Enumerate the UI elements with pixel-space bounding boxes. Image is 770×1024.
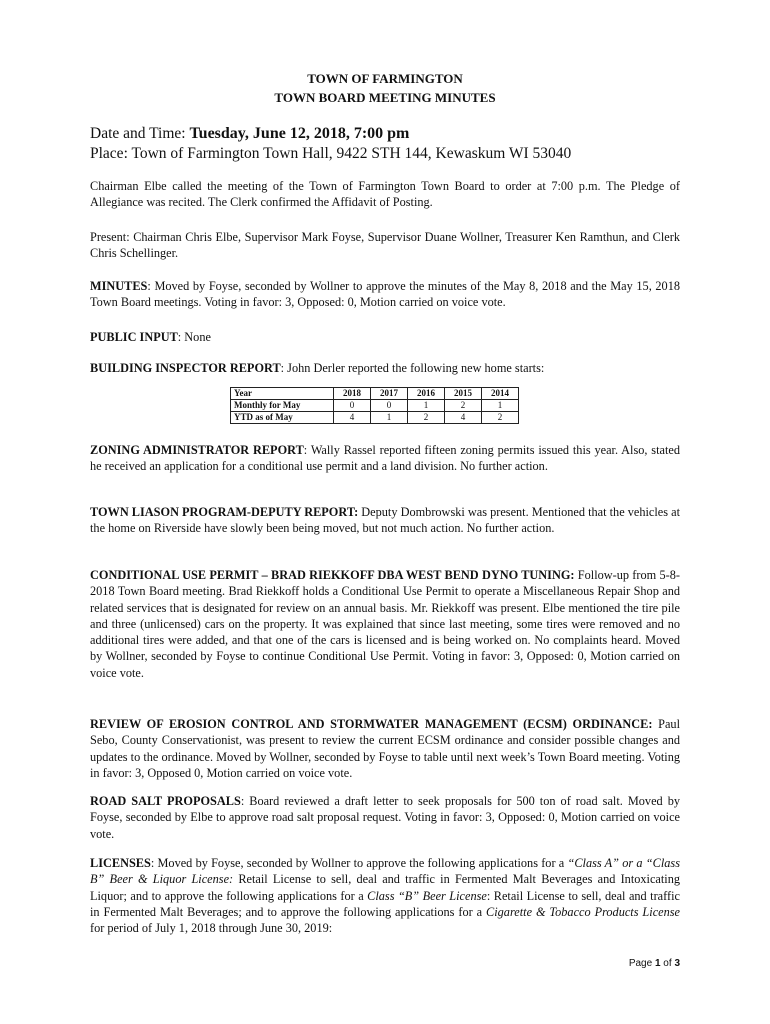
table-cell: 4 <box>334 412 371 424</box>
present-paragraph: Present: Chairman Chris Elbe, Supervisor Mark Foyse, Supervisor Duane Wollner, Treasurer Ken Ramthun, and Clerk Chris Schellinger. <box>90 230 680 261</box>
table-cell: 2 <box>482 412 519 424</box>
conditional-use-paragraph <box>90 567 680 681</box>
table-row <box>231 400 519 412</box>
page-number <box>629 958 680 969</box>
table-cell: 1 <box>408 400 445 412</box>
table-cell: 4 <box>445 412 482 424</box>
zoning-paragraph <box>90 442 680 475</box>
licenses-paragraph <box>90 855 680 936</box>
license-type-class-b-beer: Class “B” Beer License <box>367 888 487 903</box>
table-header-cell: 2017 <box>371 388 408 400</box>
page-prefix: Page <box>628 958 655 969</box>
road-salt-text: : Board reviewed a draft letter to seek proposals for 500 ton of road salt. Moved by Foyse, seconded by Elbe to approve road salt proposal request. Voting in favor: 3, Opposed: 0, Motion carried on voice vote. <box>90 794 680 841</box>
header-town: TOWN OF FARMINGTON <box>307 71 463 86</box>
table-cell: 2 <box>408 412 445 424</box>
table-row <box>231 412 519 424</box>
zoning-text: : Wally Rassel reported fifteen zoning permits issued this year. Also, stated he received an application for a conditional use permit and a land division. No further action. <box>90 443 680 474</box>
table-header-row <box>231 388 519 400</box>
licenses-text: for period of July 1, 2018 through June 30, 2019: <box>90 921 333 936</box>
minutes-heading: MINUTES <box>90 279 148 293</box>
license-type-cigarette: Cigarette & Tobacco Products License <box>486 904 680 919</box>
document-header <box>90 69 680 107</box>
table-cell: 1 <box>371 412 408 424</box>
licenses-text: : Moved by Foyse, seconded by Wollner to approve the following applications for a <box>150 856 568 870</box>
date-time-line <box>90 124 680 144</box>
minutes-text: : Moved by Foyse, seconded by Wollner to approve the minutes of the May 8, 2018 and the May 15, 2018 Town Board meetings. Voting in favor: 3, Opposed: 0, Motion carried on voice vote. <box>90 279 680 310</box>
place-line: Place: Town of Farmington Town Hall, 9422 STH 144, Kewaskum WI 53040 <box>90 145 572 162</box>
table-cell: 1 <box>482 400 519 412</box>
public-input-heading: PUBLIC INPUT <box>90 330 178 344</box>
building-inspector-paragraph <box>90 360 680 376</box>
table-header-cell: 2014 <box>482 388 519 400</box>
ecsm-text: Paul Sebo, County Conservationist, was present to review the current ECSM ordinance and consider possible changes and updates to the ordinance. Moved by Wollner, seconded by Foyse to table until next week’s Town Board meeting. Voting in favor: 3, Opposed 0, Motion carried on voice vote. <box>90 717 680 780</box>
date-value: Tuesday, June 12, 2018, 7:00 pm <box>189 125 410 142</box>
conditional-use-text: Follow-up from 5-8-2018 Town Board meeting. Brad Riekkoff holds a Conditional Use Permit to operate a Miscellaneous Repair Shop and related services that is designated for review on an annual basis. Mr. Riekkoff was present. Elbe mentioned the tire pile and three (unlicensed) cars on the property. It was explained that since last meeting, some tires were removed and no additional tires were added, and that one of the cars is licensed and is being worked on. No complaints heard. Moved by Wollner, seconded by Foyse to continue Conditional Use Permit. Voting in favor: 3, Opposed: 0, Motion carried on voice vote. <box>90 568 680 680</box>
road-salt-paragraph <box>90 793 680 842</box>
licenses-text: Retail License to sell, deal and traffic in Fermented Malt Beverages and Intoxicating Liquor; and to approve the following applications for a <box>90 872 680 903</box>
table-cell: 0 <box>334 400 371 412</box>
meeting-info <box>90 124 680 164</box>
table-header-cell: 2018 <box>334 388 371 400</box>
liason-text: Deputy Dombrowski was present. Mentioned that the vehicles at the home on Riverside have slowly been being moved, but not much action. No further action. <box>90 505 680 536</box>
call-to-order-paragraph: Chairman Elbe called the meeting of the Town of Farmington Town Board to order at 7:00 p.m. The Pledge of Allegiance was recited. The Clerk confirmed the Affidavit of Posting. <box>90 179 680 210</box>
table-header-cell: 2016 <box>408 388 445 400</box>
table-cell: YTD as of May <box>231 412 334 424</box>
header-title: TOWN BOARD MEETING MINUTES <box>274 90 496 105</box>
licenses-heading: LICENSES <box>90 856 151 870</box>
table-cell: 0 <box>371 400 408 412</box>
table-cell: Monthly for May <box>231 400 334 412</box>
zoning-heading: ZONING ADMINISTRATOR REPORT <box>90 443 304 457</box>
date-label: Date and Time: <box>90 125 186 142</box>
page-total: 3 <box>674 958 680 969</box>
ecsm-paragraph <box>90 716 680 781</box>
building-inspector-text: : John Derler reported the following new home starts: <box>280 361 545 375</box>
table-header-cell: Year <box>231 388 334 400</box>
road-salt-heading: ROAD SALT PROPOSALS <box>90 794 241 808</box>
minutes-paragraph <box>90 278 680 311</box>
page-of: of <box>660 958 675 969</box>
public-input-text: : None <box>177 330 211 344</box>
table-header-cell: 2015 <box>445 388 482 400</box>
license-type-class-a-b: “Class A” or a “Class B” Beer & Liquor License: <box>90 856 680 887</box>
ecsm-heading: REVIEW OF EROSION CONTROL AND STORMWATER MANAGEMENT (ECSM) ORDINANCE: <box>90 717 653 731</box>
liason-paragraph <box>90 504 680 537</box>
home-starts-table <box>230 387 519 424</box>
building-inspector-heading: BUILDING INSPECTOR REPORT <box>90 361 281 375</box>
conditional-use-heading: CONDITIONAL USE PERMIT – BRAD RIEKKOFF DBA WEST BEND DYNO TUNING: <box>90 568 575 582</box>
liason-heading: TOWN LIASON PROGRAM-DEPUTY REPORT: <box>90 505 359 519</box>
public-input-paragraph <box>90 329 680 345</box>
page-current: 1 <box>654 958 661 969</box>
table-cell: 2 <box>445 400 482 412</box>
licenses-text: : Retail License to sell, deal and traffic in Fermented Malt Beverages; and to approve the following applications for a <box>90 888 680 919</box>
